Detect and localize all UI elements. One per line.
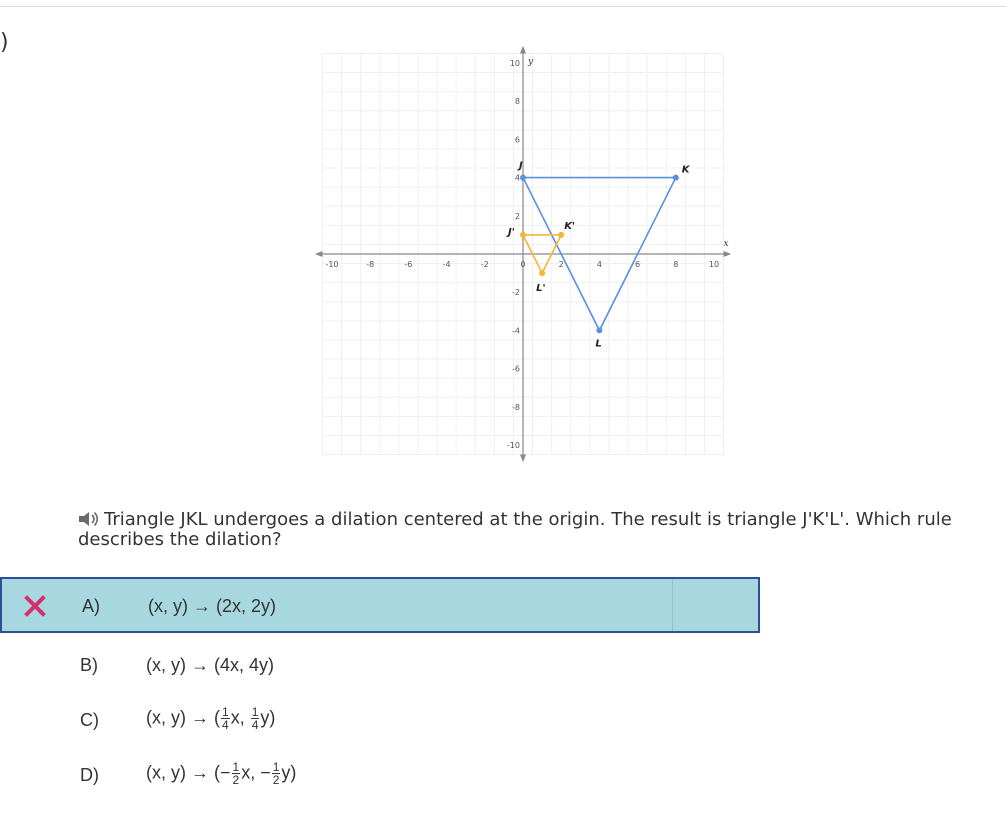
question-prompt [78, 510, 958, 550]
choice-c[interactable] [0, 693, 760, 749]
y-axis-label: y [528, 57, 534, 67]
triangle-jkl-vertex [596, 327, 602, 333]
y-tick-label: -10 [506, 441, 520, 450]
x-tick-label: -10 [325, 260, 339, 269]
y-axis-arrow-down [520, 455, 526, 463]
speaker-icon[interactable] [78, 511, 100, 527]
question-text: Triangle JKL undergoes a dilation centered at the origin. The result is triangle J'K'L'. Which rule describes the dilation? [78, 509, 952, 550]
choice-c-expression: (x, y) → ( $\frac{1}{4}$ x, $\frac{1}{4}$ y) [146, 705, 276, 732]
choice-a-expression: (x, y) → (2x, 2y) [148, 596, 277, 616]
x-tick-label: -6 [404, 260, 413, 269]
choice-b-expression: (x, y) → (4x, 4y) [146, 655, 275, 675]
vertex-label: J [519, 160, 523, 172]
y-tick-label: 10 [509, 59, 520, 68]
triangle-jkl-prime-vertex [539, 270, 545, 276]
x-axis-arrow-left [315, 251, 323, 257]
x-tick-label: 0 [520, 260, 526, 269]
x-axis-label: x [723, 239, 729, 249]
x-tick-label: 4 [596, 260, 602, 269]
choice-d-letter: D) [80, 765, 99, 785]
y-tick-label: 2 [514, 211, 520, 221]
y-tick-label: 6 [514, 135, 520, 145]
choice-b[interactable] [0, 638, 760, 694]
top-divider [0, 6, 1006, 7]
vertex-label: K [681, 164, 690, 176]
coordinate-graph [318, 46, 729, 450]
y-tick-label: 8 [514, 97, 520, 107]
triangle-jkl-vertex [520, 175, 526, 181]
x-tick-label: 10 [708, 260, 720, 269]
triangle-jkl-prime-vertex [520, 232, 526, 238]
choice-d-expression: (x, y) → (− $\frac{1}{2}$ x, − $\frac{1}{2}$ y) [146, 760, 297, 787]
choice-b-letter: B) [80, 655, 98, 675]
fraction: $\frac{1}{4}$ [251, 705, 259, 732]
choice-c-letter: C) [80, 710, 99, 730]
triangle-jkl-prime-vertex [558, 232, 564, 238]
vertex-label: L' [536, 283, 546, 295]
y-tick-label: -8 [512, 402, 520, 412]
question-number: ) [0, 30, 9, 55]
y-tick-label: -4 [512, 326, 520, 336]
y-axis-arrow-up [520, 46, 526, 54]
x-tick-label: 2 [558, 260, 564, 269]
vertex-label: J' [508, 226, 515, 238]
x-tick-label: -2 [480, 260, 489, 269]
fraction: $\frac{1}{2}$ [272, 760, 280, 787]
y-tick-label: 4 [514, 173, 520, 183]
triangle-jkl-vertex [673, 175, 679, 181]
incorrect-x-icon [24, 595, 46, 617]
choice-d[interactable] [0, 748, 760, 804]
x-tick-label: -4 [442, 260, 451, 269]
y-tick-label: -2 [512, 288, 520, 298]
vertex-label: L [595, 338, 602, 350]
x-axis-arrow-right [724, 251, 732, 257]
x-tick-label: 8 [673, 260, 679, 269]
choice-a[interactable] [0, 577, 760, 633]
y-tick-label: -6 [512, 364, 520, 374]
x-tick-label: -8 [366, 260, 375, 269]
fraction: $\frac{1}{2}$ [232, 760, 240, 787]
vertex-label: K' [564, 220, 576, 232]
fraction: $\frac{1}{4}$ [222, 705, 229, 732]
choice-divider [672, 579, 673, 631]
x-tick-label: 6 [635, 260, 641, 269]
choice-a-letter: A) [82, 596, 100, 616]
